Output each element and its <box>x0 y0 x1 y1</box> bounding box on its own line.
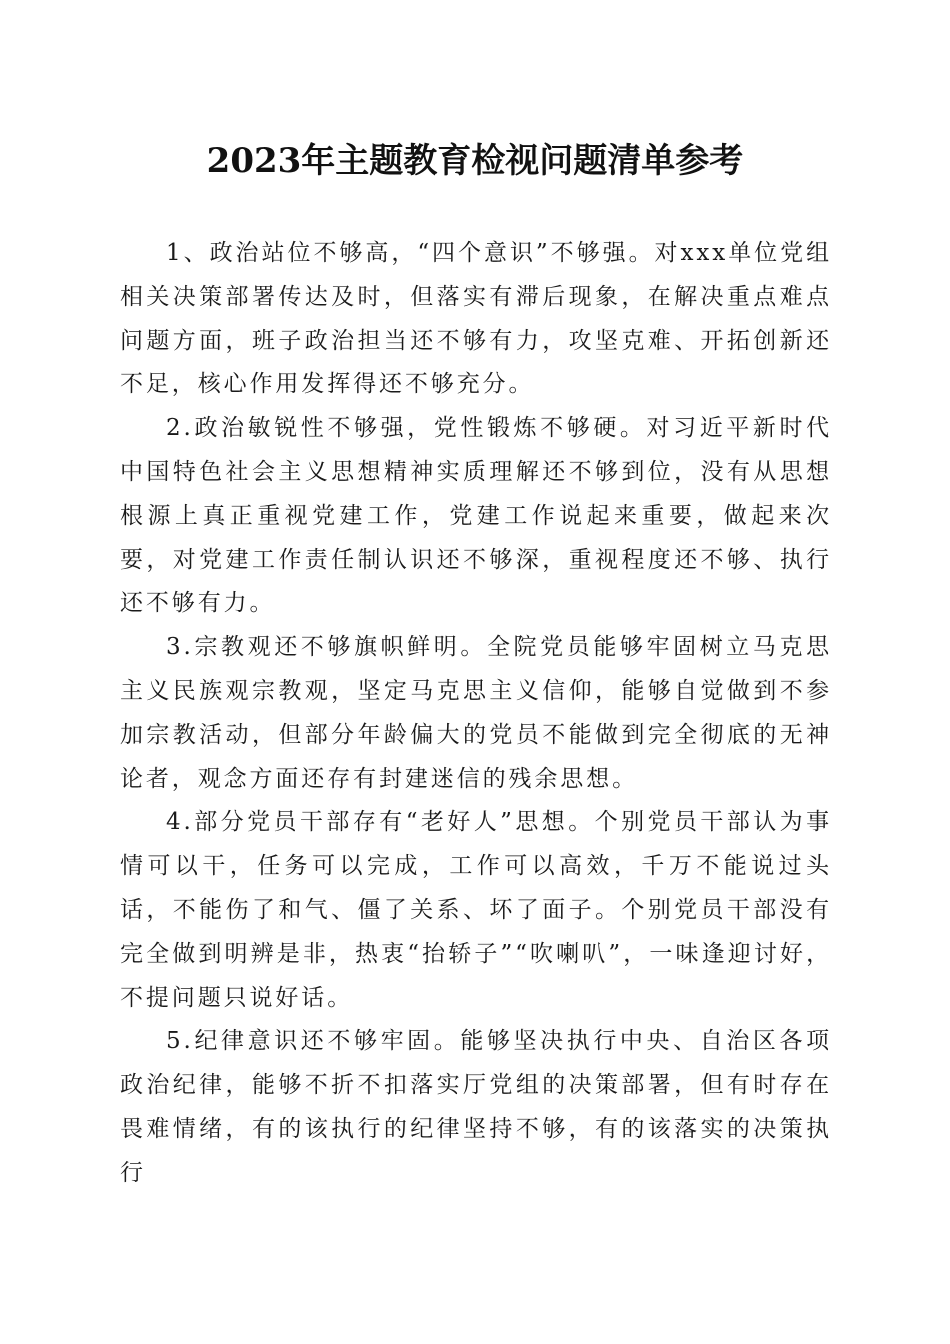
paragraph-2: 2.政治敏锐性不够强，党性锻炼不够硬。对习近平新时代中国特色社会主义思想精神实质理解还不够到位，没有从思想根源上真正重视党建工作，党建工作说起来重要，做起来次要，对党建工作责任制认识还不够深，重视程度还不够、执行还不够有力。 <box>120 415 832 617</box>
document-body <box>120 232 832 1196</box>
paragraph-3: 3.宗教观还不够旗帜鲜明。全院党员能够牢固树立马克思主义民族观宗教观，坚定马克思主义信仰，能够自觉做到不参加宗教活动，但部分年龄偏大的党员不能做到完全彻底的无神论者，观念方面还存有封建迷信的残余思想。 <box>120 634 832 792</box>
paragraph-1: 1、政治站位不够高，“四个意识”不够强。对xxx单位党组相关决策部署传达及时，但落实有滞后现象，在解决重点难点问题方面，班子政治担当还不够有力，攻坚克难、开拓创新还不足，核心作用发挥得还不够充分。 <box>120 240 832 398</box>
paragraph-5: 5.纪律意识还不够牢固。能够坚决执行中央、自治区各项政治纪律，能够不折不扣落实厅党组的决策部署，但有时存在畏难情绪，有的该执行的纪律坚持不够，有的该落实的决策执行 <box>120 1028 832 1186</box>
paragraph-4: 4.部分党员干部存有“老好人”思想。个别党员干部认为事情可以干，任务可以完成，工作可以高效，千万不能说过头话，不能伤了和气、僵了关系、坏了面子。个别党员干部没有完全做到明辨是非，热衷“抬轿子”“吹喇叭”，一味逢迎讨好，不提问题只说好话。 <box>120 809 832 1011</box>
document-title: 2023年主题教育检视问题清单参考 <box>206 141 744 181</box>
